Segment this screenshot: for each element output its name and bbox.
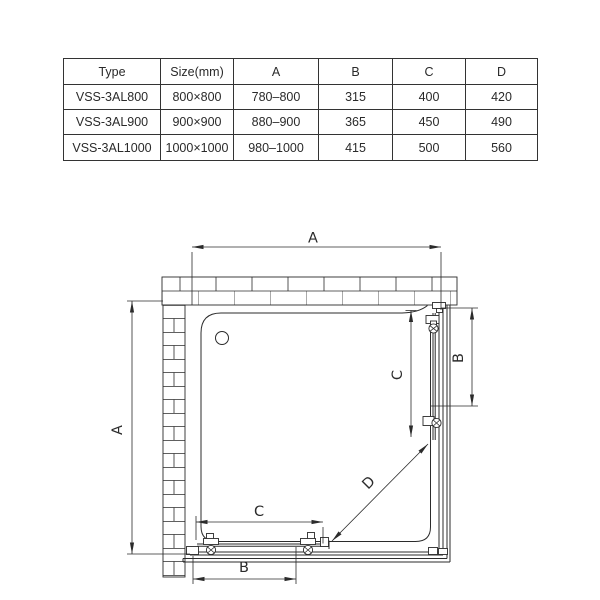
cell-a: 980–1000 [234,135,319,161]
header-cell-c: C [393,59,466,85]
frame-profile-bottom [183,552,450,562]
door-end-bracket [321,538,329,547]
cell-d: 560 [466,135,538,161]
cell-c: 500 [393,135,466,161]
cell-b: 415 [319,135,393,161]
wall-bracket-top-right [433,303,446,313]
cell-a: 880–900 [234,110,319,135]
header-cell-type: Type [64,59,161,85]
header-cell-b: B [319,59,393,85]
dimension-c-right [390,311,417,438]
dim-b-bottom-label: B [239,560,249,576]
cell-c: 400 [393,85,466,110]
roller-right-lower [423,417,441,428]
frame-profile-right [439,305,450,562]
shower-tray [201,306,431,542]
cell-size: 900×900 [161,110,234,135]
cell-size: 1000×1000 [161,135,234,161]
header-cell-d: D [466,59,538,85]
cell-b: 315 [319,85,393,110]
dim-d-label: D [359,473,379,493]
roller-bottom-right [301,533,316,555]
cell-type: VSS-3AL800 [64,85,161,110]
cell-type: VSS-3AL1000 [64,135,161,161]
dim-a-top-label: A [308,230,318,247]
cell-d: 420 [466,85,538,110]
drain-circle [216,332,229,345]
cell-a: 780–800 [234,85,319,110]
dim-c-right-label: C [390,369,406,381]
dimension-c-bottom [196,504,323,544]
cell-c: 450 [393,110,466,135]
dimension-d-diagonal [332,444,428,541]
wall-left [163,305,185,577]
corner-bracket-bottom-right [429,548,448,555]
cell-size: 800×800 [161,85,234,110]
dim-a-left-label: A [110,425,126,435]
header-cell-size: Size(mm) [161,59,234,85]
dim-b-right-label: B [451,353,467,363]
cell-type: VSS-3AL900 [64,110,161,135]
cell-b: 365 [319,110,393,135]
roller-bottom-left [204,534,219,555]
wall-bracket-bottom-left [187,547,199,555]
dim-c-bottom-label: C [253,504,265,520]
cell-d: 490 [466,110,538,135]
wall-top [162,277,457,305]
roller-right-upper [426,316,439,334]
header-cell-a: A [234,59,319,85]
